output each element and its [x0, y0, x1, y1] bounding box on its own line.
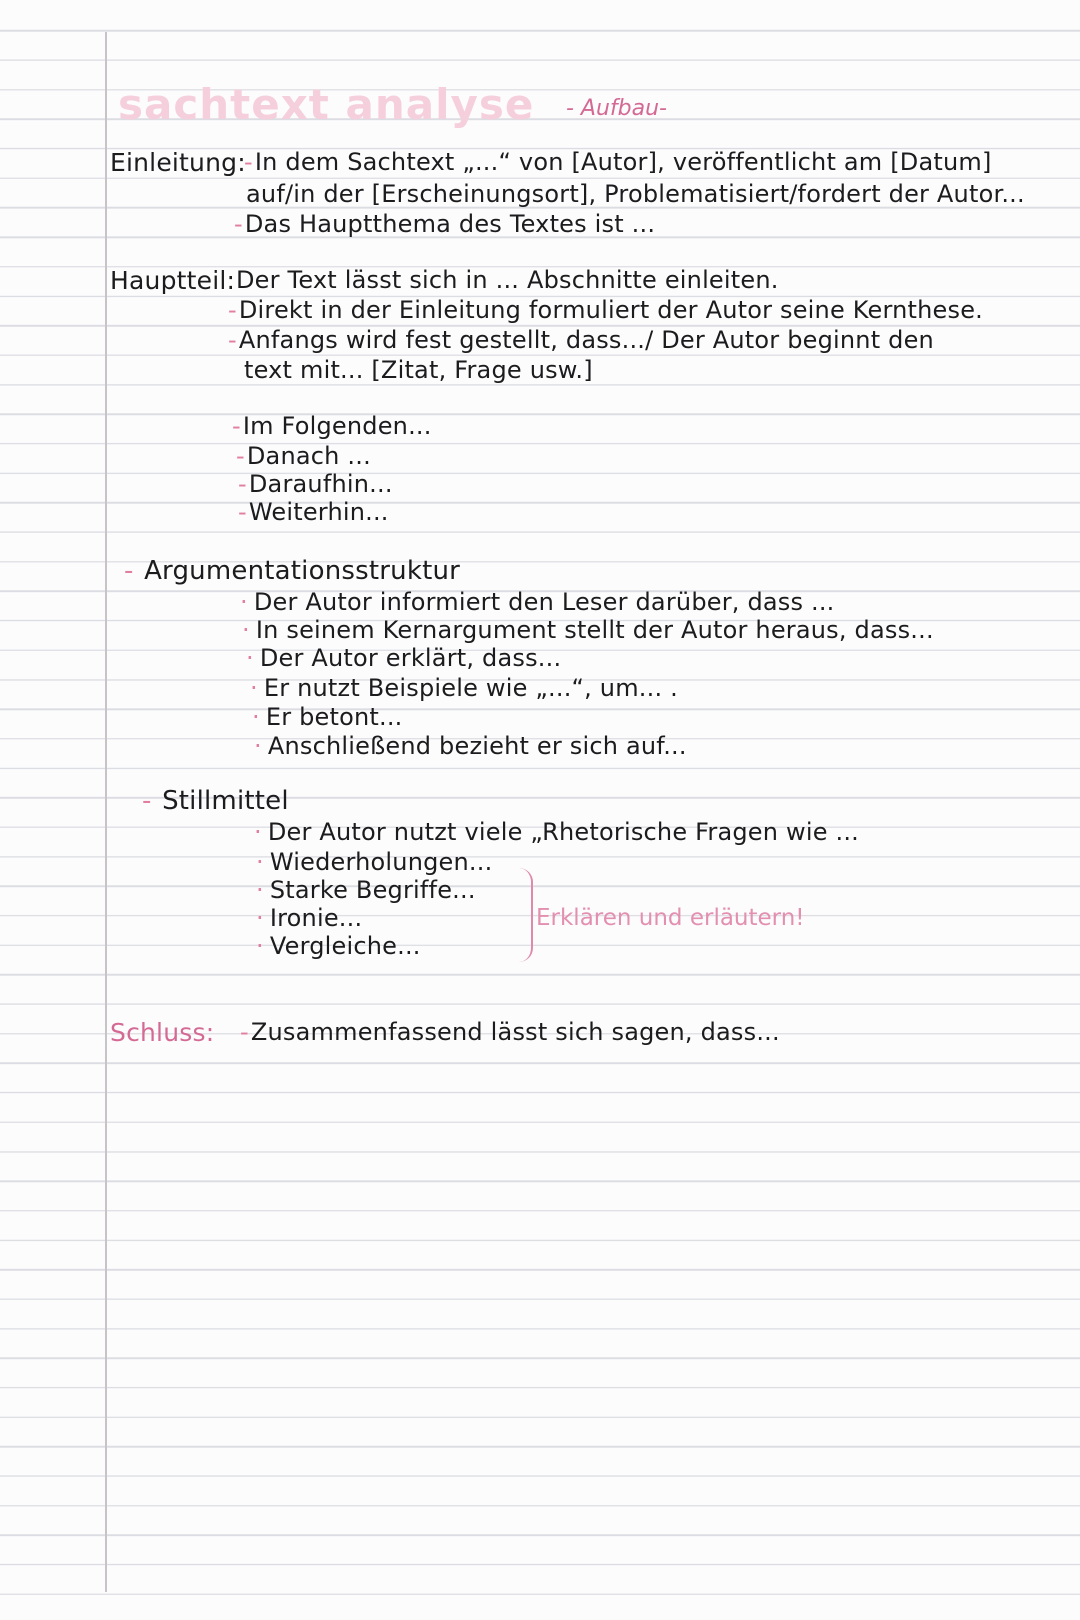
hauptteil-line-2: -Direkt in der Einleitung formuliert der Autor seine Kernthese. — [228, 296, 983, 324]
argument-item-3: · Der Autor erklärt, dass... — [246, 644, 562, 672]
sequence-item-3: -Daraufhin... — [238, 470, 393, 498]
argument-item-1: · Der Autor informiert den Leser darüber, dass ... — [240, 588, 835, 616]
einleitung-line-2: auf/in der [Erscheinungsort], Problematisiert/fordert der Autor... — [246, 180, 1025, 208]
hauptteil-line-1: Der Text lässt sich in ... Abschnitte einleiten. — [236, 266, 779, 294]
argument-item-5: · Er betont... — [252, 703, 403, 731]
stilmittel-heading: - Stillmittel — [142, 786, 289, 816]
stilmittel-note: Erklären und erläutern! — [536, 905, 805, 931]
stilmittel-item-3: · Starke Begriffe... — [256, 876, 476, 904]
argument-item-6: · Anschließend bezieht er sich auf... — [254, 732, 687, 760]
sequence-item-4: -Weiterhin... — [238, 498, 389, 526]
einleitung-line-3: -Das Hauptthema des Textes ist ... — [234, 210, 656, 238]
curly-brace-icon — [515, 868, 533, 962]
argument-item-4: · Er nutzt Beispiele wie „...“, um... . — [250, 674, 678, 702]
argument-item-2: · In seinem Kernargument stellt der Autor heraus, dass... — [242, 616, 934, 644]
einleitung-line-1: -In dem Sachtext „...“ von [Autor], veröffentlicht am [Datum] — [244, 148, 992, 176]
einleitung-label: Einleitung: — [110, 148, 246, 177]
page-title: sachtext analyse — [118, 80, 535, 129]
margin-line — [105, 32, 107, 1592]
argumentation-heading: - Argumentationsstruktur — [124, 556, 461, 586]
hauptteil-label: Hauptteil: — [110, 266, 236, 295]
stilmittel-item-2: · Wiederholungen... — [256, 848, 493, 876]
sequence-item-1: -Im Folgenden... — [232, 412, 432, 440]
sequence-item-2: -Danach ... — [236, 442, 371, 470]
stilmittel-item-5: · Vergleiche... — [256, 932, 421, 960]
schluss-label: Schluss: — [110, 1018, 215, 1047]
page-subtitle: - Aufbau- — [566, 96, 667, 121]
hauptteil-line-3: -Anfangs wird fest gestellt, dass.../ Der Autor beginnt den — [228, 326, 934, 354]
hauptteil-line-4: text mit... [Zitat, Frage usw.] — [244, 356, 593, 384]
stilmittel-item-4: · Ironie... — [256, 904, 363, 932]
stilmittel-item-1: · Der Autor nutzt viele „Rhetorische Fragen wie ... — [254, 818, 859, 846]
schluss-line: -Zusammenfassend lässt sich sagen, dass... — [240, 1018, 780, 1046]
